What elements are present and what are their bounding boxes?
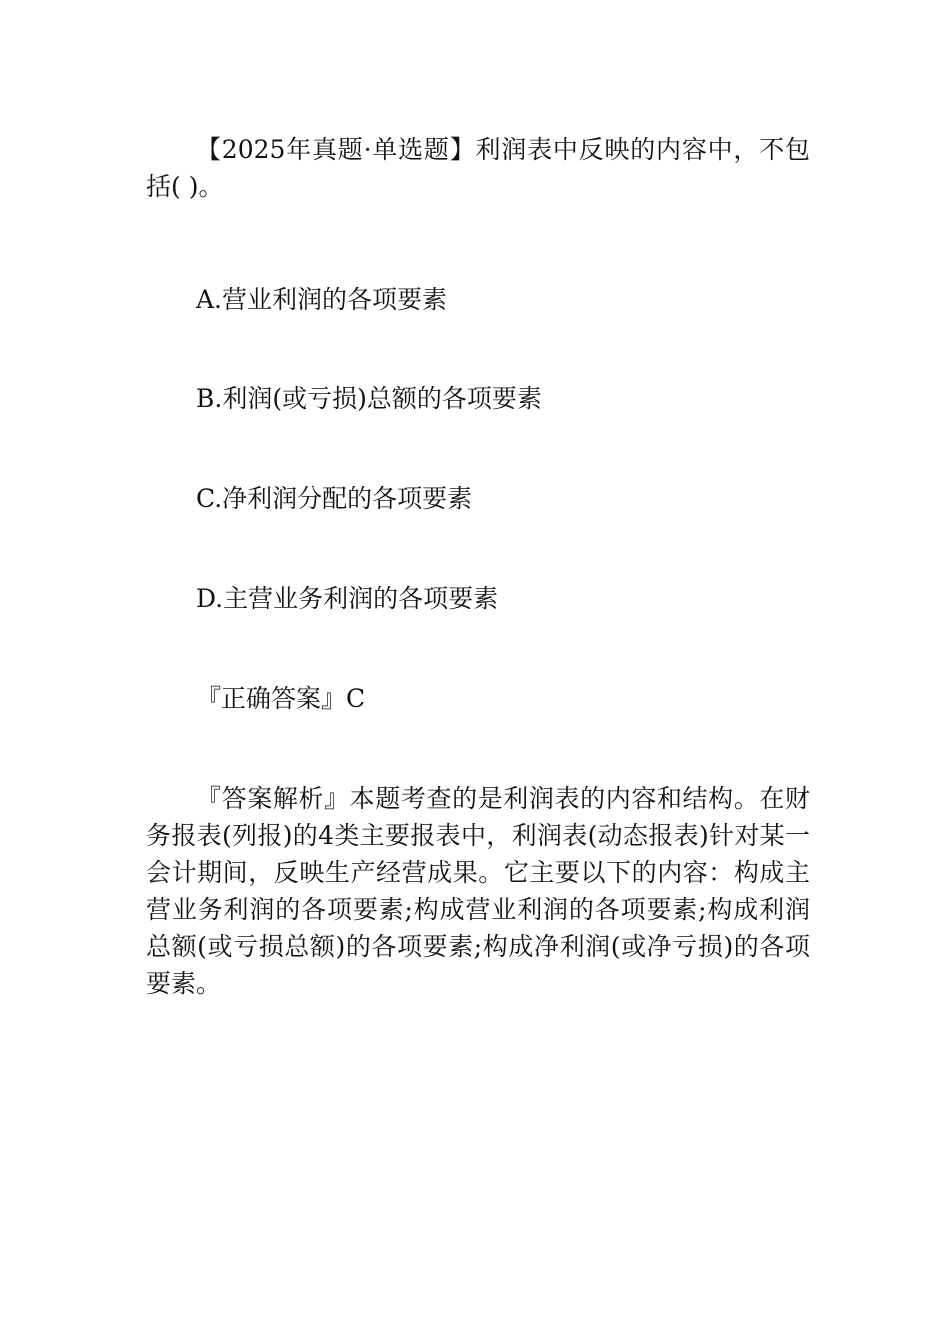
correct-answer: 『正确答案』C bbox=[196, 684, 366, 713]
answer-analysis: 『答案解析』本题考查的是利润表的内容和结构。在财务报表(列报)的4类主要报表中，利润表(动态报表)针对某一会计期间，反映生产经营成果。它主要以下的内容：构成主营业务利润的各项要素;构成营业利润的各项要素;构成利润总额(或亏损总额)的各项要素;构成净利润(或净亏损)的各项要素。 bbox=[146, 784, 810, 998]
question-text: 【2025年真题·单选题】利润表中反映的内容中，不包括( )。 bbox=[146, 135, 810, 201]
option-a: A.营业利润的各项要素 bbox=[196, 285, 448, 314]
option-b: B.利润(或亏损)总额的各项要素 bbox=[196, 384, 542, 413]
option-c: C.净利润分配的各项要素 bbox=[196, 484, 473, 513]
option-d: D.主营业务利润的各项要素 bbox=[196, 584, 499, 613]
